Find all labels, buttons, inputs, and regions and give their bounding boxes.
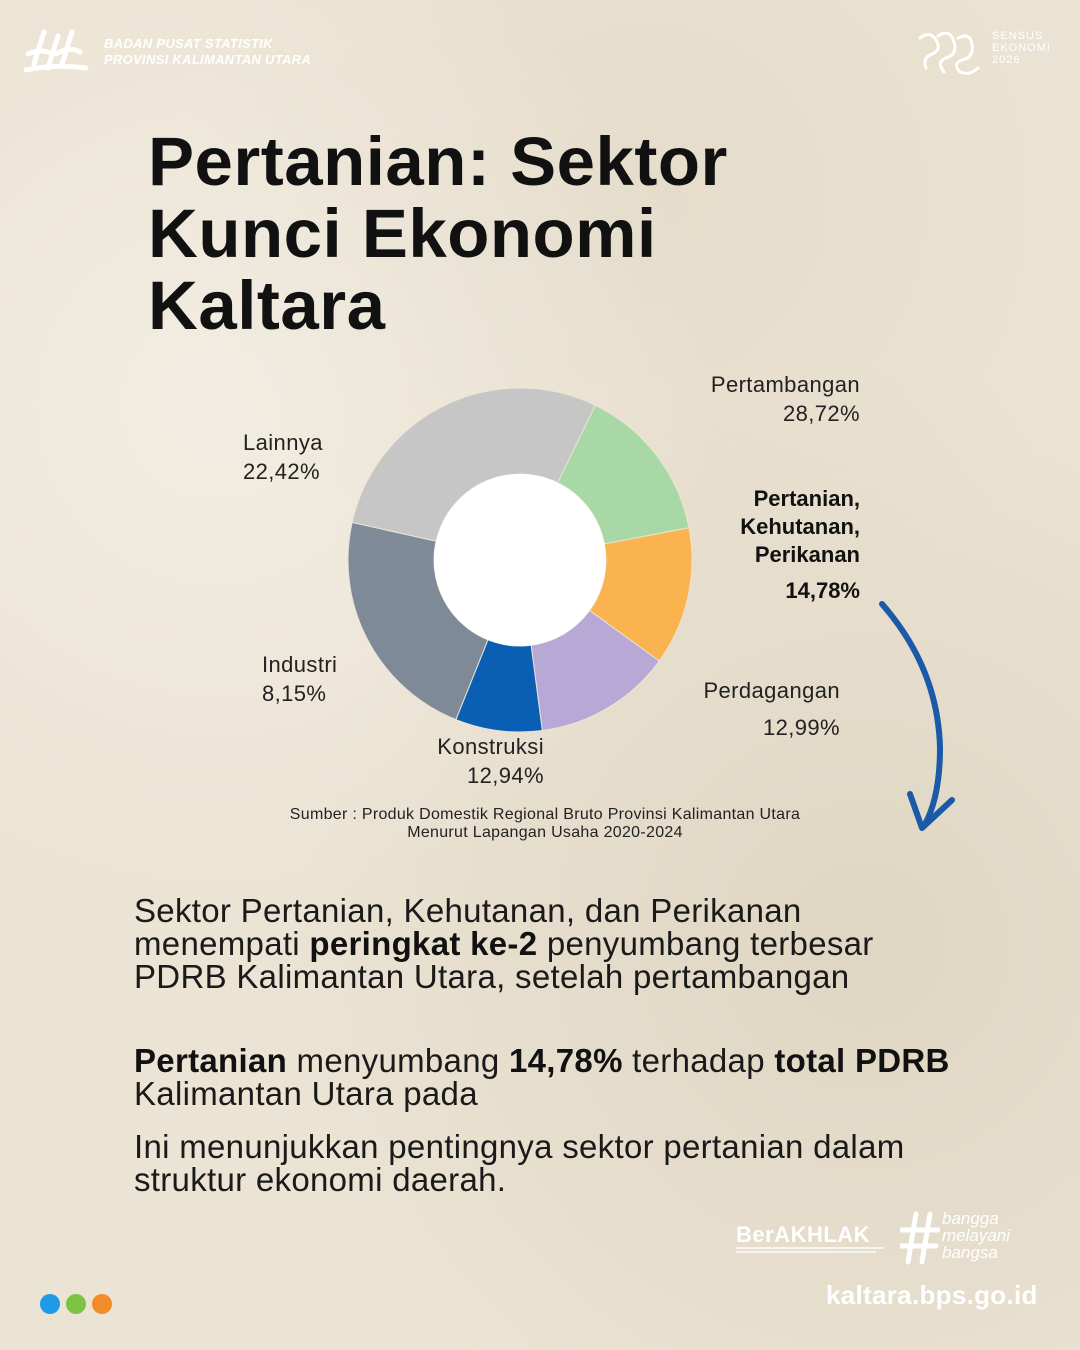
label-perdagangan [640, 676, 840, 742]
label-lainnya [243, 428, 403, 486]
p1-text-c: penyumbang terbesar PDRB Kalimantan Utara, setelah pertambangan [134, 925, 874, 995]
hashtag-icon [900, 1210, 940, 1266]
bangga-line3: bangsa [942, 1243, 998, 1262]
org-name-line1: BADAN PUSAT STATISTIK [104, 36, 273, 51]
dot-blue [40, 1294, 60, 1314]
census-text [992, 30, 1051, 66]
label-industri [262, 650, 422, 708]
source-line1: Sumber : Produk Domestik Regional Bruto Provinsi Kalimantan Utara [289, 806, 801, 823]
label-pertanian [660, 485, 860, 605]
census-line1: SENSUS [992, 30, 1044, 42]
label-konstruksi-name: Konstruksi [437, 734, 544, 759]
label-industri-value: 8,15% [262, 681, 327, 706]
label-konstruksi-value: 12,94% [466, 763, 544, 788]
label-pertanian-value: 14,78% [785, 578, 860, 603]
title-line2: Kunci Ekonomi [148, 195, 657, 272]
bps-logo-icon [22, 24, 94, 78]
label-pertanian-line1: Pertanian, [753, 486, 860, 511]
bangga-melayani-bangsa [942, 1210, 1010, 1261]
title-line1: Pertanian: Sektor [148, 123, 728, 200]
curved-arrow-icon [860, 598, 970, 838]
p1-text-a: Sektor Pertanian, Kehutanan, dan Perikanan menempati [134, 892, 802, 962]
p2-bold-pertanian: Pertanian [134, 1042, 288, 1079]
source-note [200, 806, 890, 842]
page-title [148, 123, 868, 344]
label-industri-name: Industri [262, 652, 338, 677]
label-lainnya-value: 22,42% [243, 459, 321, 484]
label-lainnya-name: Lainnya [243, 430, 323, 455]
label-pertanian-line2: Kehutanan, [740, 514, 860, 539]
census-line3: 2026 [992, 54, 1021, 66]
label-pertambangan-name: Pertambangan [710, 372, 860, 397]
bangga-line1: bangga [942, 1209, 999, 1228]
org-name-line2: PROVINSI KALIMANTAN UTARA [104, 52, 312, 67]
p2-text-d: terhadap [622, 1042, 775, 1079]
label-perdagangan-name: Perdagangan [703, 678, 840, 703]
bangga-line2: melayani [942, 1226, 1011, 1245]
p2-bold-total: total PDRB [774, 1042, 950, 1079]
p2-text-f: Kalimantan Utara pada [134, 1075, 478, 1112]
website-link[interactable]: kaltara.bps.go.id [826, 1280, 1038, 1310]
label-pertambangan-value: 28,72% [782, 401, 860, 426]
label-perdagangan-value: 12,99% [762, 715, 840, 740]
p2-bold-percent: 14,78% [508, 1042, 623, 1079]
paragraph-3: Ini menunjukkan pentingnya sektor pertanian dalam struktur ekonomi daerah. [134, 1128, 905, 1198]
census-line2: EKONOMI [992, 42, 1051, 54]
label-konstruksi [344, 732, 544, 790]
title-line3: Kaltara [148, 267, 386, 344]
sensus-ekonomi-logo-icon [916, 28, 986, 76]
paragraph-2 [134, 1044, 974, 1110]
label-pertanian-line3: Perikanan [754, 542, 860, 567]
p2-text-b: menyumbang [287, 1042, 509, 1079]
p1-bold-rank: peringkat ke-2 [309, 925, 538, 962]
berakhlak-tagline-lines [736, 1246, 886, 1254]
donut-hole [434, 474, 606, 646]
dot-orange [92, 1294, 112, 1314]
label-pertambangan [640, 370, 860, 428]
paragraph-1 [134, 894, 974, 993]
berakhlak-logo: BerAKHLAK [736, 1222, 871, 1247]
decorative-dots [40, 1294, 118, 1319]
dot-green [66, 1294, 86, 1314]
source-line2: Menurut Lapangan Usaha 2020-2024 [407, 824, 683, 841]
org-name [104, 36, 311, 68]
